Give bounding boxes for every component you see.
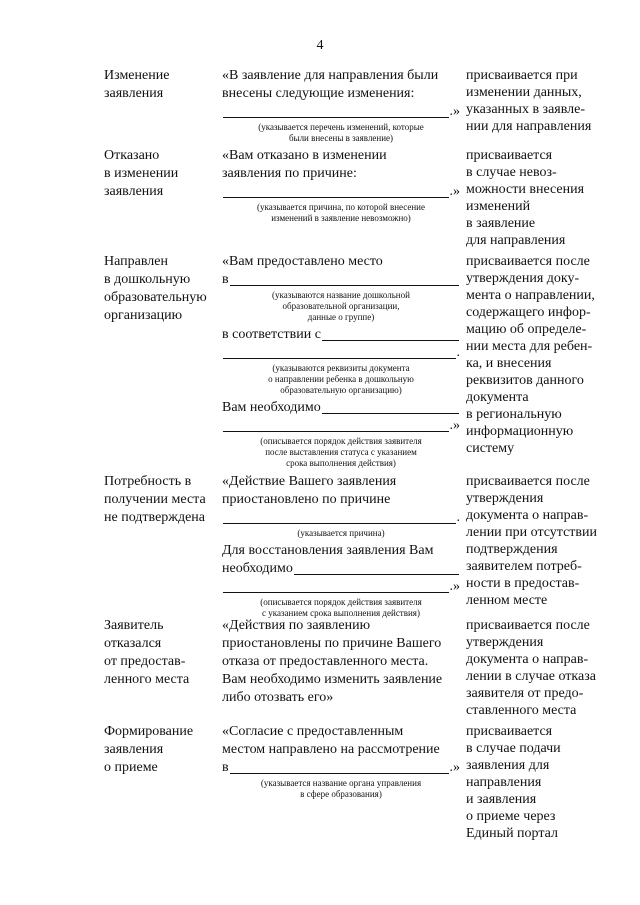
assignment-line: документа [466,390,529,405]
text-line: заявления по причине: [222,166,357,181]
assignment-line: мацию об определе- [466,322,587,337]
field-hint-line: данные о группе) [307,312,375,322]
assignment-line: присваивается [466,724,553,739]
assignment-line: лении в случае отказа [466,669,596,684]
notification-text [222,723,460,803]
field-hint [222,778,460,800]
status-line: организацию [104,308,183,323]
status-line: не подтверждена [104,510,205,525]
text-line: «В заявление для направления были [222,68,439,83]
assignment-line: присваивается после [466,618,590,633]
status-name [104,473,216,527]
field-hint-line: (указывается название органа управления [260,778,422,788]
assignment-line: изменений [466,199,531,214]
text-line: «Действие Вашего заявления [222,474,397,489]
field-hint-line: (описывается порядок действия заявителя [260,436,422,446]
text-line: приостановлены по причине Вашего [222,636,442,651]
assignment-line: Единый портал [466,826,558,841]
status-line: в дошкольную [104,272,191,287]
assignment-condition [466,67,616,135]
assignment-line: присваивается после [466,474,590,489]
fill-in-line [222,578,460,596]
assignment-line: можности внесения [466,182,585,197]
blank-line [223,419,449,432]
field-hint [222,202,460,224]
assignment-line: в случае подачи [466,741,561,756]
field-hint-line: были внесены в заявление) [288,133,394,143]
field-hint-line: о направлении ребенка в дошкольную [268,374,414,384]
text-line: «Вам отказано в изменении [222,148,387,163]
fill-in-line [222,560,460,578]
assignment-line: присваивается после [466,254,590,269]
status-line: заявления [104,742,164,757]
status-line: Потребность в [104,474,192,489]
field-hint-line: (указывается причина) [297,528,385,538]
assignment-line: ка, и внесения [466,356,552,371]
blank-line [223,105,449,118]
assignment-line: документа о направ- [466,652,589,667]
text-line: «Действия по заявлению [222,618,371,633]
page-number: 4 [316,38,324,53]
field-hint-line: после выставления статуса с указанием [265,447,417,457]
assignment-line: заявителя от предо- [466,686,584,701]
field-hint [222,597,460,619]
text-line: отказа от предоставленного места. [222,654,429,669]
assignment-line: для направления [466,233,566,248]
status-line: от предостав- [104,654,186,669]
assignment-line: нии для направления [466,119,592,134]
text-line: местом направлено на рассмотрение [222,742,440,757]
status-line: получении места [104,492,206,507]
field-hint-line: срока выполнения действия) [286,458,396,468]
assignment-condition [466,473,616,609]
notification-text [222,617,460,707]
assignment-line: утверждения [466,491,544,506]
notification-text [222,67,460,147]
status-name [104,617,216,689]
field-hint-line: (указывается причина, по которой внесение [257,202,425,212]
assignment-line: в региональную [466,407,562,422]
fill-lead-text: в [222,272,229,287]
notification-text [222,147,460,227]
fill-tail-text: .» [449,579,460,594]
assignment-line: систему [466,441,515,456]
assignment-line: в заявление [466,216,536,231]
blank-line [294,562,459,575]
fill-in-line [222,417,460,435]
assignment-line: и заявления [466,792,537,807]
field-hint-line: с указанием срока выполнения действия) [262,608,420,618]
assignment-line: содержащего инфор- [466,305,591,320]
text-line: Вам необходимо изменить заявление [222,672,443,687]
status-line: образовательную [104,290,207,305]
field-hint-line: образовательной организации, [282,301,400,311]
status-name [104,253,216,325]
assignment-line: утверждения [466,635,544,650]
field-hint [222,290,460,323]
blank-line [322,401,459,414]
field-hint [222,436,460,469]
status-line: Изменение [104,68,170,83]
blank-line [223,346,456,359]
fill-lead-text: в [222,760,229,775]
assignment-condition [466,147,616,249]
notification-text [222,253,460,472]
blank-line [223,185,449,198]
assignment-line: утверждения доку- [466,271,580,286]
fill-tail-text: .» [449,418,460,433]
assignment-line: ленном месте [466,593,548,608]
fill-tail-text: . [456,510,460,525]
fill-in-line [222,103,460,121]
field-hint [222,363,460,396]
notification-text [222,473,460,622]
assignment-line: о приеме через [466,809,556,824]
assignment-line: в случае невоз- [466,165,557,180]
text-line: «Вам предоставлено место [222,254,383,269]
fill-in-line [222,509,460,527]
blank-line [322,328,459,341]
status-line: Отказано [104,148,160,163]
field-hint [222,122,460,144]
assignment-line: нии места для ребен- [466,339,593,354]
fill-in-line [222,326,460,344]
assignment-condition [466,723,616,842]
status-line: ленного места [104,672,190,687]
fill-in-line [222,183,460,201]
assignment-line: ности в предостав- [466,576,580,591]
assignment-line: заявителем потреб- [466,559,582,574]
field-hint-line: образовательную организацию) [280,385,402,395]
assignment-line: направления [466,775,542,790]
status-line: в изменении [104,166,179,181]
status-line: Формирование [104,724,194,739]
assignment-line: присваивается [466,148,553,163]
fill-tail-text: . [456,345,460,360]
field-hint-line: (указываются название дошкольной [272,290,410,300]
assignment-condition [466,617,616,719]
fill-lead-text: в соответствии с [222,327,321,342]
status-line: отказался [104,636,162,651]
assignment-line: реквизитов данного [466,373,584,388]
status-line: заявления [104,86,164,101]
status-line: о приеме [104,760,158,775]
status-line: Заявитель [104,618,164,633]
assignment-line: мента о направлении, [466,288,595,303]
status-name [104,723,216,777]
field-hint-line: изменений в заявление невозможно) [271,213,411,223]
blank-line [230,761,449,774]
fill-tail-text: .» [449,760,460,775]
status-line: заявления [104,184,164,199]
blank-line [223,580,449,593]
blank-line [223,511,456,524]
status-name [104,67,216,103]
status-name [104,147,216,201]
assignment-line: ставленного места [466,703,577,718]
assignment-line: изменении данных, [466,85,582,100]
assignment-condition [466,253,616,457]
text-line: Для восстановления заявления Вам [222,543,434,558]
assignment-line: указанных в заявле- [466,102,586,117]
text-line: приостановлено по причине [222,492,391,507]
field-hint-line: (указываются реквизиты документа [272,363,410,373]
assignment-line: лении при отсутствии [466,525,598,540]
assignment-line: присваивается при [466,68,578,83]
field-hint [222,528,460,539]
fill-tail-text: .» [449,104,460,119]
assignment-line: документа о направ- [466,508,589,523]
assignment-line: подтверждения [466,542,558,557]
text-line: либо отозвать его» [222,690,334,705]
text-line: «Согласие с предоставленным [222,724,404,739]
blank-line [230,273,459,286]
fill-tail-text: .» [449,184,460,199]
fill-in-line [222,271,460,289]
field-hint-line: (описывается порядок действия заявителя [260,597,422,607]
fill-lead-text: необходимо [222,561,293,576]
text-line: внесены следующие изменения: [222,86,415,101]
status-line: Направлен [104,254,168,269]
fill-lead-text: Вам необходимо [222,400,321,415]
assignment-line: заявления для [466,758,550,773]
fill-in-line [222,399,460,417]
field-hint-line: (указывается перечень изменений, которые [258,122,424,132]
fill-in-line [222,759,460,777]
assignment-line: информационную [466,424,574,439]
fill-in-line [222,344,460,362]
field-hint-line: в сфере образования) [300,789,382,799]
